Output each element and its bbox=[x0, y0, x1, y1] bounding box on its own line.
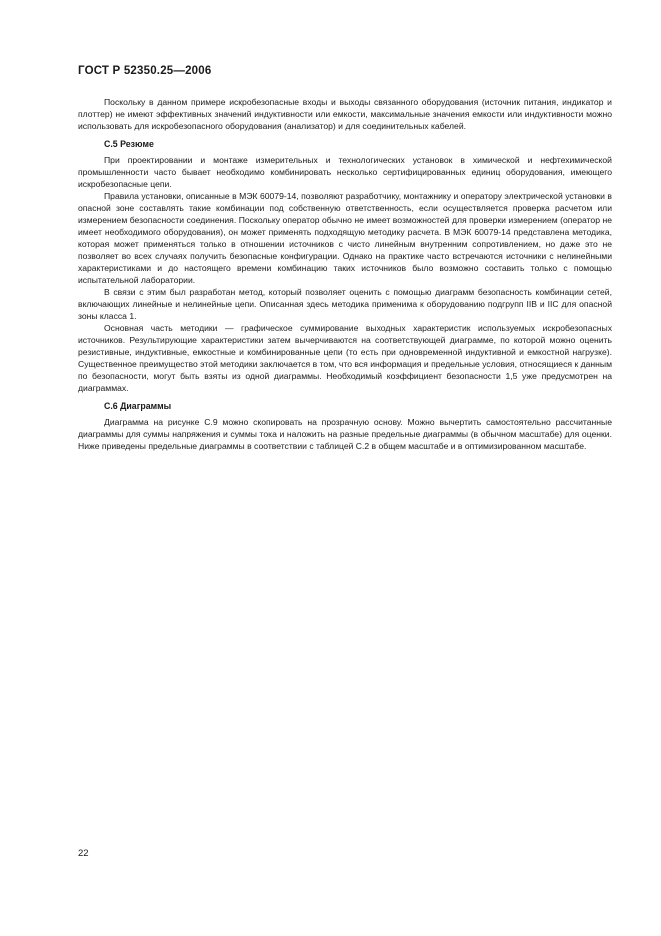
paragraph-c5-1: При проектировании и монтаже измерительных и технологических установок в химической и нефтехимической промышленности часто бывает необходимо комбинировать несколько сертифицированных единиц оборудования, имеющего искробезопасные цепи. bbox=[78, 155, 612, 189]
section-c5-title: С.5 Резюме bbox=[104, 139, 154, 149]
paragraph-c5-2: Правила установки, описанные в МЭК 60079-14, позволяют разработчику, монтажнику и оператору электрической установки в опасной зоне составлять такие комбинации под собственную ответственность, если осуществляется проверка расчетом или измерением безопасности соединения. Поскольку оператор обычно не имеет возможностей для проверки измерением (оператор не имеет необходимого оборудования), он может применять подходящую методику расчета. В МЭК 60079-14 представлена методика, которая может применяться только в отношении источников с чисто линейным внутренним сопротивлением, но даже это не позволяет во всех случаях получить безопасные конфигурации. Однако на практике часто встречаются источники с нелинейными характеристиками и до настоящего времени комбинацию таких источников было возможно составить только с помощью испытательной лаборатории. bbox=[78, 191, 612, 285]
standard-header: ГОСТ Р 52350.25—2006 bbox=[78, 65, 212, 77]
page-content bbox=[78, 96, 612, 452]
page-number: 22 bbox=[78, 848, 89, 859]
paragraph-intro: Поскольку в данном примере искробезопасные входы и выходы связанного оборудования (источник питания, индикатор и плоттер) не имеют эффективных значений индуктивности или емкости, максимальные значения емкости или индуктивности можно использовать для искробезопасного оборудования (анализатор) и для соединительных кабелей. bbox=[78, 97, 612, 131]
paragraph-c6-1: Диаграмма на рисунке С.9 можно скопировать на прозрачную основу. Можно вычертить самостоятельно рассчитанные диаграммы для суммы напряжения и суммы тока и наложить на разные предельные диаграммы (в обычном масштабе) для оценки. Ниже приведены предельные диаграммы в соответствии с таблицей С.2 в общем масштабе и в оптимизированном масштабе. bbox=[78, 417, 612, 451]
paragraph-c5-3: В связи с этим был разработан метод, который позволяет оценить с помощью диаграмм безопасность комбинации сетей, включающих линейные и нелинейные цепи. Описанная здесь методика применима к оборудованию подгрупп IIB и IIC для опасной зоны класса 1. bbox=[78, 287, 612, 321]
paragraph-c5-4: Основная часть методики — графическое суммирование выходных характеристик используемых искробезопасных источников. Результирующие характеристики затем вычерчиваются на соответствующей диаграмме, по которой можно оценить резистивные, индуктивные, емкостные и комбинированные цепи (то есть при одновременной индуктивной и емкостной нагрузке). Существенное преимущество этой методики заключается в том, что вся информация и предельные условия, относящиеся к данным по безопасности, могут быть взяты из одной диаграммы. Необходимый коэффициент безопасности 1,5 уже предусмотрен на диаграммах. bbox=[78, 323, 612, 393]
section-c6-title: С.6 Диаграммы bbox=[104, 401, 172, 411]
